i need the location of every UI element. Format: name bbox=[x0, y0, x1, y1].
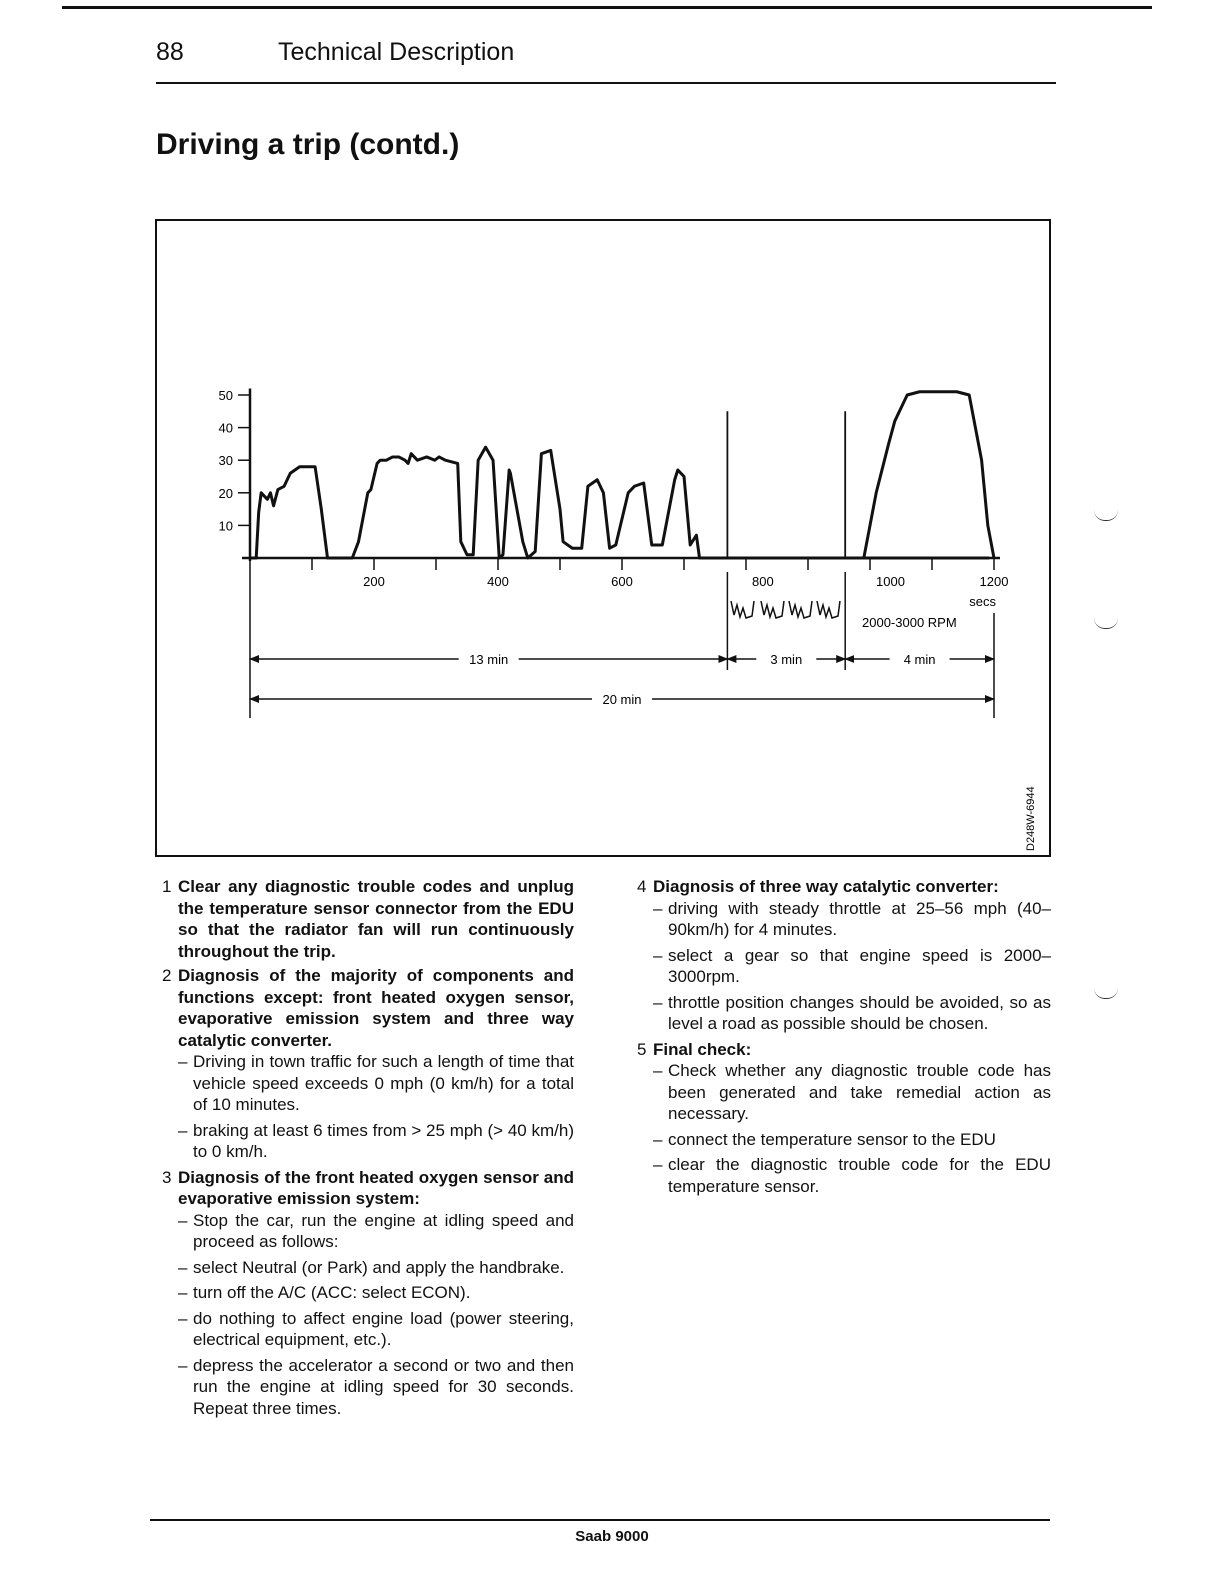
page-title: Driving a trip (contd.) bbox=[156, 128, 460, 161]
y-tick-label: 20 bbox=[218, 485, 233, 501]
section-title: Technical Description bbox=[278, 38, 515, 66]
drive-cycle-figure bbox=[155, 219, 1051, 857]
right-column bbox=[637, 876, 1051, 1201]
dash-item: – do nothing to affect engine load (power steering, electrical equipment, etc.). bbox=[178, 1308, 574, 1351]
dash-item: – Check whether any diagnostic trouble code has been generated and take remedial action as necessary. bbox=[653, 1060, 1051, 1125]
y-tick-label: 50 bbox=[218, 388, 233, 403]
y-tick-label: 40 bbox=[218, 420, 233, 436]
idle-pulse-line bbox=[731, 601, 840, 618]
dash-item: – clear the diagnostic trouble code for the EDU temperature sensor. bbox=[653, 1154, 1051, 1197]
item-number: 2 bbox=[162, 966, 172, 985]
dash-item: – select Neutral (or Park) and apply the handbrake. bbox=[178, 1257, 574, 1279]
item-heading: Clear any diagnostic trouble codes and unplug the temperature sensor connector from the EDU so that the radiator fan will run continuously throughout the trip. bbox=[178, 877, 574, 961]
span-13min-label: 13 min bbox=[469, 652, 509, 667]
dash-item: – braking at least 6 times from > 25 mph (> 40 km/h) to 0 km/h. bbox=[178, 1120, 574, 1163]
span-3min-label: 3 min bbox=[770, 652, 803, 667]
item-heading: Diagnosis of the front heated oxygen sensor and evaporative emission system: bbox=[178, 1167, 574, 1208]
x-tick-label: 1200 bbox=[979, 574, 1009, 589]
list-item bbox=[162, 876, 574, 962]
item-number: 3 bbox=[162, 1167, 172, 1187]
drive-cycle-chart bbox=[157, 221, 1049, 855]
dash-item: – Stop the car, run the engine at idling speed and proceed as follows: bbox=[178, 1210, 574, 1253]
dash-item: – turn off the A/C (ACC: select ECON). bbox=[178, 1282, 574, 1304]
steady-throttle-line bbox=[864, 392, 994, 558]
list-item bbox=[162, 1167, 574, 1420]
dash-item: – connect the temperature sensor to the EDU bbox=[653, 1129, 1051, 1151]
y-tick-label: 30 bbox=[218, 453, 233, 469]
x-tick-label: 800 bbox=[752, 574, 774, 589]
page-header bbox=[156, 38, 1056, 84]
scan-mark bbox=[1094, 988, 1118, 999]
list-item bbox=[637, 876, 1051, 1035]
speed-trace-line bbox=[250, 447, 989, 558]
x-tick-label: 1000 bbox=[876, 574, 905, 589]
scan-mark bbox=[1094, 618, 1118, 629]
y-tick-label: 10 bbox=[218, 518, 233, 534]
dash-item: – depress the accelerator a second or two and then run the engine at idling speed for 30 seconds. Repeat three times. bbox=[178, 1355, 574, 1420]
page-number: 88 bbox=[156, 38, 184, 66]
list-item bbox=[162, 965, 574, 1163]
left-column bbox=[162, 876, 574, 1423]
list-item bbox=[637, 1039, 1051, 1198]
dash-item: – driving with steady throttle at 25–56 mph (40–90km/h) for 4 minutes. bbox=[653, 898, 1051, 941]
footer-title: Saab 9000 bbox=[575, 1528, 649, 1545]
x-tick-label: 200 bbox=[363, 574, 385, 589]
span-4min-label: 4 min bbox=[903, 652, 936, 667]
dash-item: – Driving in town traffic for such a length of time that vehicle speed exceeds 0 mph (0 km/h) for a total of 10 minutes. bbox=[178, 1051, 574, 1116]
figure-code: D248W-6944 bbox=[1025, 786, 1037, 851]
x-axis-unit: secs bbox=[969, 594, 996, 609]
item-number: 5 bbox=[637, 1039, 647, 1059]
x-tick-label: 600 bbox=[611, 574, 633, 589]
dash-item: – throttle position changes should be avoided, so as level a road as possible should be chosen. bbox=[653, 992, 1051, 1035]
item-heading: Diagnosis of the majority of components and functions except: front heated oxygen sensor, evaporative emission system and three way catalytic converter. bbox=[178, 966, 574, 1050]
rpm-label: 2000-3000 RPM bbox=[862, 615, 957, 630]
item-number: 1 bbox=[162, 877, 172, 896]
top-rule bbox=[62, 6, 1152, 9]
x-tick-label: 400 bbox=[487, 574, 509, 589]
footer-rule bbox=[150, 1519, 1050, 1521]
item-number: 4 bbox=[637, 877, 647, 896]
item-heading: Final check: bbox=[653, 1039, 752, 1059]
span-20min-label: 20 min bbox=[602, 692, 642, 707]
scan-mark bbox=[1094, 510, 1118, 521]
item-heading: Diagnosis of three way catalytic converter: bbox=[653, 877, 999, 896]
dash-item: – select a gear so that engine speed is 2000–3000rpm. bbox=[653, 945, 1051, 988]
